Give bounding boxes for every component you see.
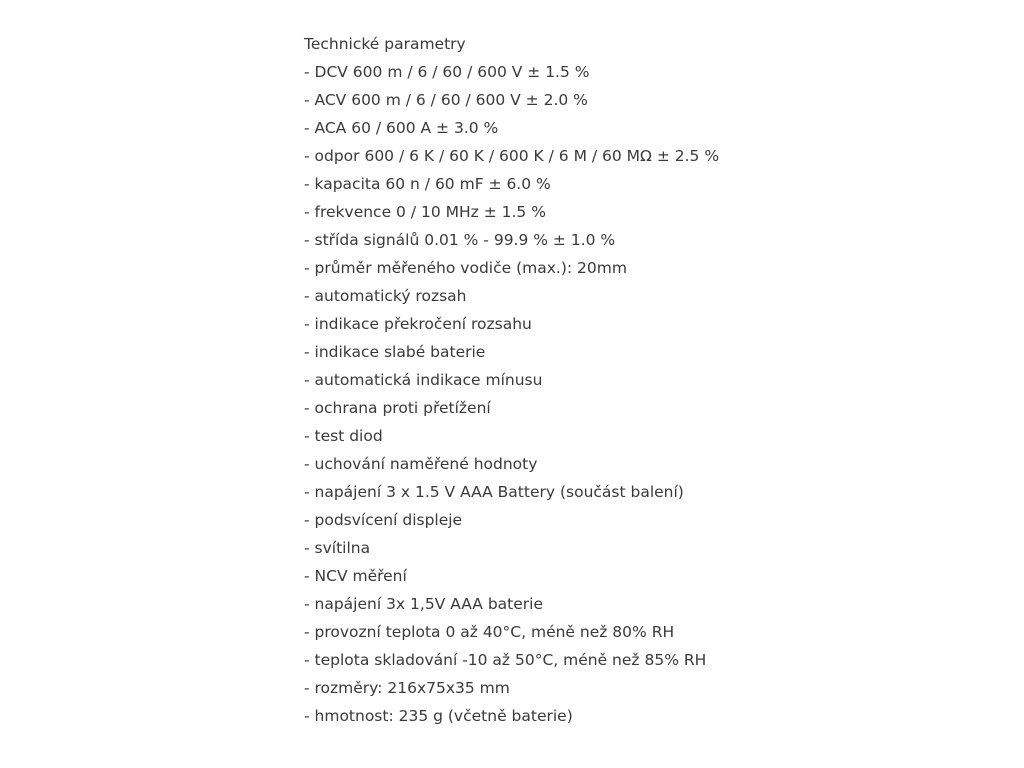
spec-item-aca: - ACA 60 / 600 A ± 3.0 % — [304, 119, 499, 137]
spec-item-data-hold: - uchování naměřené hodnoty — [304, 455, 538, 473]
specs-title: Technické parametry — [304, 35, 466, 53]
spec-item-resistance: - odpor 600 / 6 K / 60 K / 600 K / 6 M / 60 MΩ ± 2.5 % — [304, 147, 720, 165]
spec-item-dcv: - DCV 600 m / 6 / 60 / 600 V ± 1.5 % — [304, 63, 590, 81]
spec-item-dimensions: - rozměry: 216x75x35 mm — [304, 679, 510, 697]
spec-item-operating-temp: - provozní teplota 0 až 40°C, méně než 80% RH — [304, 623, 675, 641]
spec-item-backlight: - podsvícení displeje — [304, 511, 463, 529]
spec-item-flashlight: - svítilna — [304, 539, 371, 557]
spec-item-power-included: - napájení 3 x 1.5 V AAA Battery (součást balení) — [304, 483, 684, 501]
spec-item-auto-polarity: - automatická indikace mínusu — [304, 371, 543, 389]
spec-item-frequency: - frekvence 0 / 10 MHz ± 1.5 % — [304, 203, 546, 221]
spec-item-ncv: - NCV měření — [304, 567, 407, 585]
spec-item-low-battery: - indikace slabé baterie — [304, 343, 486, 361]
spec-item-overrange: - indikace překročení rozsahu — [304, 315, 532, 333]
spec-item-diode-test: - test diod — [304, 427, 383, 445]
spec-item-conductor-diameter: - průměr měřeného vodiče (max.): 20mm — [304, 259, 627, 277]
spec-item-auto-range: - automatický rozsah — [304, 287, 467, 305]
spec-item-duty-cycle: - střída signálů 0.01 % - 99.9 % ± 1.0 % — [304, 231, 616, 249]
spec-item-storage-temp: - teplota skladování -10 až 50°C, méně než 85% RH — [304, 651, 707, 669]
spec-item-overload-protection: - ochrana proti přetížení — [304, 399, 491, 417]
spec-item-weight: - hmotnost: 235 g (včetně baterie) — [304, 707, 573, 725]
spec-item-capacitance: - kapacita 60 n / 60 mF ± 6.0 % — [304, 175, 551, 193]
spec-item-power: - napájení 3x 1,5V AAA baterie — [304, 595, 543, 613]
spec-item-acv: - ACV 600 m / 6 / 60 / 600 V ± 2.0 % — [304, 91, 588, 109]
technical-specs — [304, 30, 984, 730]
